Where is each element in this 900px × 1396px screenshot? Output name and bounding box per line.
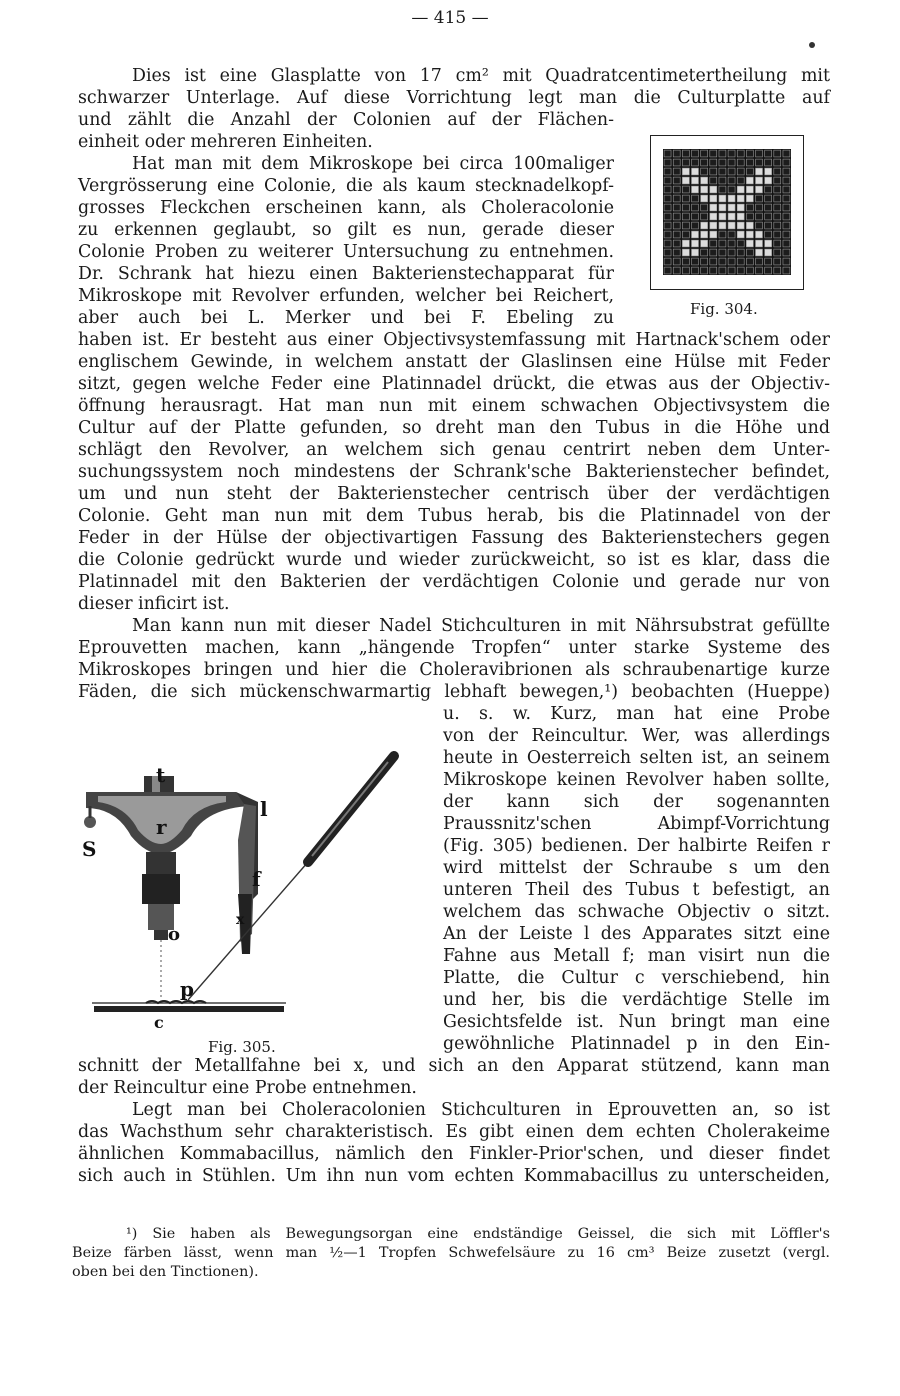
grid-cell — [765, 195, 772, 202]
grid-cell — [737, 249, 744, 256]
grid-cell — [783, 231, 790, 238]
grid-cell — [737, 213, 744, 220]
text-line: und zählt die Anzahl der Colonien auf der Flächen- — [78, 110, 614, 130]
needle-holder-highlight — [312, 762, 388, 856]
text-line: Praussnitz'schen Abimpf-Vorrichtung — [443, 814, 830, 834]
label-r: r — [156, 815, 167, 839]
text-line: dieser inficirt ist. — [78, 594, 230, 614]
grid-cell — [728, 150, 735, 157]
page-number: — 415 — — [411, 8, 489, 28]
text-line: schlägt den Revolver, an welchem sich genau centrirt neben dem Unter- — [78, 440, 830, 460]
grid-cell — [783, 150, 790, 157]
grid-cell — [719, 222, 726, 229]
grid-cell — [692, 204, 699, 211]
text-line: Gesichtsfelde ist. Nun bringt man eine — [443, 1012, 830, 1032]
grid-cell — [673, 249, 680, 256]
grid-cell — [692, 168, 699, 175]
grid-cell — [783, 258, 790, 265]
text-line: Hat man mit dem Mikroskope bei circa 100maliger — [132, 154, 614, 174]
figure-305-caption: Fig. 305. — [208, 1038, 276, 1056]
grid-cell — [746, 195, 753, 202]
text-line: u. s. w. Kurz, man hat eine Probe — [443, 704, 830, 724]
grid-cell — [710, 231, 717, 238]
grid-cell — [673, 186, 680, 193]
label-c: c — [154, 1013, 164, 1032]
text-line: von der Reincultur. Wer, was allerdings — [443, 726, 830, 746]
grid-cell — [728, 258, 735, 265]
grid-cell — [719, 195, 726, 202]
grid-cell — [701, 186, 708, 193]
grid-cell — [719, 168, 726, 175]
grid-cell — [710, 249, 717, 256]
grid-cell — [682, 231, 689, 238]
grid-cell — [673, 213, 680, 220]
grid-cell — [692, 186, 699, 193]
grid-cell — [765, 168, 772, 175]
grid-cell — [682, 249, 689, 256]
grid-cell — [737, 186, 744, 193]
grid-cell — [746, 150, 753, 157]
grid-cell — [774, 186, 781, 193]
label-t: t — [156, 763, 166, 787]
objective-collar — [146, 852, 176, 874]
grid-cell — [710, 159, 717, 166]
grid-cell — [756, 249, 763, 256]
grid-cell — [719, 258, 726, 265]
label-p: p — [180, 977, 194, 1001]
grid-cell — [692, 249, 699, 256]
grid-cell — [710, 204, 717, 211]
grid-cell — [756, 267, 763, 274]
text-line: der kann sich der sogenannten — [443, 792, 830, 812]
grid-cell — [774, 240, 781, 247]
figure-304-caption: Fig. 304. — [690, 300, 758, 318]
grid-cell — [701, 240, 708, 247]
grid-cell — [728, 213, 735, 220]
text-line: grosses Fleckchen erscheinen kann, als Choleracolonie — [78, 198, 614, 218]
text-line: heute in Oesterreich selten ist, an seinem — [443, 748, 830, 768]
grid-cell — [701, 267, 708, 274]
grid-cell — [664, 195, 671, 202]
grid-cell — [746, 213, 753, 220]
text-line: um und nun steht der Bakterienstecher centrisch über der verdächtigen — [78, 484, 830, 504]
grid-cell — [774, 204, 781, 211]
grid-cell — [682, 258, 689, 265]
grid-cell — [673, 150, 680, 157]
text-line: An der Leiste l des Apparates sitzt eine — [443, 924, 830, 944]
text-line: das Wachsthum sehr charakteristisch. Es gibt einen dem echten Cholerakeime — [78, 1122, 830, 1142]
text-line: Mikroskope mit Revolver erfunden, welcher bei Reichert, — [78, 286, 614, 306]
grid-cell — [692, 222, 699, 229]
grid-cell — [728, 168, 735, 175]
text-line: gewöhnliche Platinnadel p in den Ein- — [443, 1034, 830, 1054]
grid-cell — [774, 258, 781, 265]
grid-cell — [774, 222, 781, 229]
grid-cell — [673, 240, 680, 247]
text-line: Man kann nun mit dieser Nadel Stichculturen in mit Nährsubstrat gefüllte — [132, 616, 830, 636]
grid-cell — [701, 204, 708, 211]
grid-cell — [719, 159, 726, 166]
grid-cell — [719, 240, 726, 247]
grid-cell — [756, 204, 763, 211]
grid-cell — [728, 177, 735, 184]
grid-cell — [774, 177, 781, 184]
grid-cell — [783, 159, 790, 166]
grid-cell — [746, 177, 753, 184]
grid-cell — [765, 150, 772, 157]
grid-cell — [756, 195, 763, 202]
grid-cell — [664, 258, 671, 265]
grid-cell — [673, 195, 680, 202]
grid-cell — [710, 222, 717, 229]
grid-cell — [692, 267, 699, 274]
grid-cell — [746, 186, 753, 193]
grid-cell — [737, 258, 744, 265]
grid-cell — [710, 240, 717, 247]
grid-cell — [682, 150, 689, 157]
grid-cell — [719, 204, 726, 211]
grid-cell — [701, 195, 708, 202]
grid-cell — [664, 267, 671, 274]
text-line: wird mittelst der Schraube s um den — [443, 858, 830, 878]
grid-cell — [756, 231, 763, 238]
grid-cell — [756, 258, 763, 265]
grid-cell — [692, 159, 699, 166]
grid-cell — [664, 249, 671, 256]
grid-cell — [673, 168, 680, 175]
grid-cell — [719, 249, 726, 256]
text-line: Platte, die Cultur c verschiebend, hin — [443, 968, 830, 988]
text-line: Cultur auf der Platte gefunden, so dreht man den Tubus in die Höhe und — [78, 418, 830, 438]
text-line: englischem Gewinde, in welchem anstatt der Glaslinsen eine Hülse mit Feder — [78, 352, 830, 372]
text-line: Platinnadel mit den Bakterien der verdächtigen Colonie und gerade nur von — [78, 572, 830, 592]
grid-cell — [673, 267, 680, 274]
grid-cell — [692, 258, 699, 265]
grid-cell — [701, 213, 708, 220]
grid-cell — [774, 159, 781, 166]
text-line: welchem das schwache Objectiv o sitzt. — [443, 902, 830, 922]
grid-cell — [783, 249, 790, 256]
grid-cell — [710, 150, 717, 157]
grid-cell — [710, 258, 717, 265]
grid-cell — [710, 168, 717, 175]
grid-cell — [701, 249, 708, 256]
grid-cell — [701, 258, 708, 265]
grid-cell — [710, 267, 717, 274]
grid-cell — [664, 204, 671, 211]
grid-cell — [664, 150, 671, 157]
grid-cell — [692, 213, 699, 220]
label-s: S — [82, 837, 97, 861]
grid-cell — [774, 195, 781, 202]
grid-cell — [673, 204, 680, 211]
grid-cell — [737, 240, 744, 247]
grid-cell — [746, 168, 753, 175]
abimpf-apparatus-illustration — [76, 744, 442, 1034]
text-line: die Colonie gedrückt wurde und wieder zurückweicht, so ist es klar, dass die — [78, 550, 830, 570]
text-line: Colonie Proben zu weiterer Untersuchung zu entnehmen. — [78, 242, 614, 262]
grid-cell — [673, 231, 680, 238]
grid-cell — [664, 213, 671, 220]
text-line: sich auch in Stühlen. Um ihn nun vom echten Kommabacillus zu unterscheiden, — [78, 1166, 830, 1186]
text-line: unteren Theil des Tubus t befestigt, an — [443, 880, 830, 900]
text-line: öffnung herausragt. Hat man nun mit einem schwachen Objectivsystem die — [78, 396, 830, 416]
grid-cell — [673, 159, 680, 166]
grid-cell — [746, 240, 753, 247]
grid-cell — [765, 186, 772, 193]
grid-cell — [756, 213, 763, 220]
grid-cell — [783, 267, 790, 274]
grid-cell — [710, 195, 717, 202]
grid-cell — [737, 231, 744, 238]
text-line: (Fig. 305) bedienen. Der halbirte Reifen r — [443, 836, 830, 856]
text-line: schwarzer Unterlage. Auf diese Vorrichtung legt man die Culturplatte auf — [78, 88, 830, 108]
grid-cell — [756, 150, 763, 157]
grid-cell — [728, 186, 735, 193]
text-line: zu erkennen geglaubt, so gilt es nun, gerade dieser — [78, 220, 614, 240]
grid-cell — [774, 150, 781, 157]
text-line: Legt man bei Choleracolonien Stichculturen in Eprouvetten an, so ist — [132, 1100, 830, 1120]
text-line: einheit oder mehreren Einheiten. — [78, 132, 373, 152]
grid-cell — [728, 240, 735, 247]
grid-cell — [783, 177, 790, 184]
grid-cell — [692, 150, 699, 157]
grid-cell — [774, 213, 781, 220]
grid-cell — [692, 177, 699, 184]
grid-cell — [664, 231, 671, 238]
grid-cell — [710, 213, 717, 220]
grid-cell — [682, 222, 689, 229]
grid-cell — [719, 150, 726, 157]
text-line: Fäden, die sich mückenschwarmartig lebhaft bewegen,¹) beobachten (Hueppe) — [78, 682, 830, 702]
grid-plate-illustration — [663, 149, 791, 275]
grid-cell — [783, 195, 790, 202]
grid-cell — [701, 177, 708, 184]
grid-cell — [719, 186, 726, 193]
grid-cell — [737, 195, 744, 202]
text-line: sitzt, gegen welche Feder eine Platinnadel drückt, die etwas aus der Objectiv- — [78, 374, 830, 394]
grid-cell — [701, 159, 708, 166]
grid-cell — [737, 177, 744, 184]
text-line: aber auch bei L. Merker und bei F. Ebeling zu — [78, 308, 614, 328]
grid-cell — [719, 177, 726, 184]
text-line: Eprouvetten machen, kann „hängende Tropfen“ unter starke Systeme des — [78, 638, 830, 658]
grid-cell — [765, 249, 772, 256]
grid-cell — [682, 159, 689, 166]
label-o: o — [168, 924, 181, 945]
grid-cell — [737, 159, 744, 166]
grid-cell — [728, 222, 735, 229]
grid-cell — [783, 213, 790, 220]
text-line: und her, bis die verdächtige Stelle im — [443, 990, 830, 1010]
grid-cell — [692, 231, 699, 238]
label-l: l — [260, 797, 268, 821]
grid-cell — [756, 186, 763, 193]
text-line: suchungssystem noch mindestens der Schrank'sche Bakterienstecher befindet, — [78, 462, 830, 482]
text-line: Dr. Schrank hat hiezu einen Bakterienstechapparat für — [78, 264, 614, 284]
text-line: der Reincultur eine Probe entnehmen. — [78, 1078, 417, 1098]
grid-cell — [728, 195, 735, 202]
grid-cell — [756, 159, 763, 166]
grid-cell — [774, 267, 781, 274]
grid-cell — [783, 168, 790, 175]
grid-cell — [692, 195, 699, 202]
figure-305 — [76, 744, 442, 1034]
grid-cell — [701, 231, 708, 238]
grid-cell — [673, 177, 680, 184]
grid-cell — [664, 240, 671, 247]
grid-cell — [765, 159, 772, 166]
grid-cell — [783, 186, 790, 193]
grid-cell — [719, 231, 726, 238]
grid-cell — [728, 267, 735, 274]
objective-lens — [154, 930, 168, 940]
grid-cell — [664, 168, 671, 175]
grid-cell — [774, 249, 781, 256]
text-line: ähnlichen Kommabacillus, nämlich den Finkler-Prior'schen, und dieser findet — [78, 1144, 830, 1164]
grid-cell — [746, 159, 753, 166]
grid-cell — [746, 204, 753, 211]
grid-cell — [692, 240, 699, 247]
grid-cell — [737, 204, 744, 211]
grid-cell — [710, 186, 717, 193]
grid-cell — [765, 267, 772, 274]
footnote-line: Beize färben lässt, wenn man ½—1 Tropfen Schwefelsäure zu 16 cm³ Beize zusetzt (vergl. — [72, 1245, 830, 1261]
grid-cell — [765, 222, 772, 229]
grid-cell — [682, 267, 689, 274]
grid-cell — [682, 204, 689, 211]
grid-cell — [737, 267, 744, 274]
grid-cell — [719, 213, 726, 220]
grid-cell — [765, 231, 772, 238]
grid-cell — [774, 231, 781, 238]
grid-cell — [664, 159, 671, 166]
grid-cell — [746, 258, 753, 265]
grid-cell — [774, 168, 781, 175]
footnote-line: ¹) Sie haben als Bewegungsorgan eine endständige Geissel, die sich mit Löffler's — [126, 1226, 830, 1242]
grid-cell — [682, 240, 689, 247]
grid-cell — [664, 186, 671, 193]
figure-304 — [650, 135, 804, 290]
grid-cell — [746, 231, 753, 238]
grid-cell — [756, 177, 763, 184]
grid-cell — [746, 267, 753, 274]
grid-cell — [765, 213, 772, 220]
grid-cell — [765, 258, 772, 265]
grid-cell — [756, 222, 763, 229]
grid-cell — [728, 249, 735, 256]
grid-cell — [737, 150, 744, 157]
grid-cell — [664, 222, 671, 229]
label-x: x — [236, 912, 245, 928]
grid-cell — [701, 168, 708, 175]
grid-cell — [728, 159, 735, 166]
grid-cell — [756, 240, 763, 247]
page-mark — [809, 42, 815, 48]
grid-cell — [682, 195, 689, 202]
grid-cell — [682, 177, 689, 184]
grid-cell — [673, 258, 680, 265]
text-line: schnitt der Metallfahne bei x, und sich an den Apparat stützend, kann man — [78, 1056, 830, 1076]
grid-cell — [701, 222, 708, 229]
label-f: f — [252, 867, 261, 891]
grid-cell — [765, 204, 772, 211]
text-line: Fahne aus Metall f; man visirt nun die — [443, 946, 830, 966]
text-line: Mikroskopes bringen und hier die Choleravibrionen als schraubenartige kurze — [78, 660, 830, 680]
grid-cell — [765, 177, 772, 184]
text-line: haben ist. Er besteht aus einer Objectivsystemfassung mit Hartnack'schem oder — [78, 330, 830, 350]
grid-cell — [701, 150, 708, 157]
text-line: Dies ist eine Glasplatte von 17 cm² mit Quadratcentimetertheilung mit — [132, 66, 830, 86]
footnote-line: oben bei den Tinctionen). — [72, 1264, 259, 1280]
grid-cell — [728, 231, 735, 238]
grid-cell — [783, 240, 790, 247]
grid-cell — [746, 249, 753, 256]
grid-cell — [783, 222, 790, 229]
grid-cell — [682, 168, 689, 175]
text-line: Mikroskope keinen Revolver haben sollte, — [443, 770, 830, 790]
grid-cell — [746, 222, 753, 229]
grid-cell — [673, 222, 680, 229]
grid-cell — [682, 213, 689, 220]
text-line: Feder in der Hülse der objectivartigen Fassung des Bakterienstechers gegen — [78, 528, 830, 548]
grid-cell — [682, 186, 689, 193]
grid-cell — [765, 240, 772, 247]
text-line: Vergrösserung eine Colonie, die als kaum stecknadelkopf- — [78, 176, 614, 196]
grid-cell — [710, 177, 717, 184]
culture-plate — [94, 1006, 284, 1012]
grid-cell — [664, 177, 671, 184]
grid-cell — [737, 168, 744, 175]
grid-cell — [719, 267, 726, 274]
grid-cell — [756, 168, 763, 175]
grid-cell — [783, 204, 790, 211]
objective-thread — [142, 874, 180, 904]
text-line: Colonie. Geht man nun mit dem Tubus herab, bis die Platinnadel von der — [78, 506, 830, 526]
grid-cell — [728, 204, 735, 211]
grid-cell — [737, 222, 744, 229]
